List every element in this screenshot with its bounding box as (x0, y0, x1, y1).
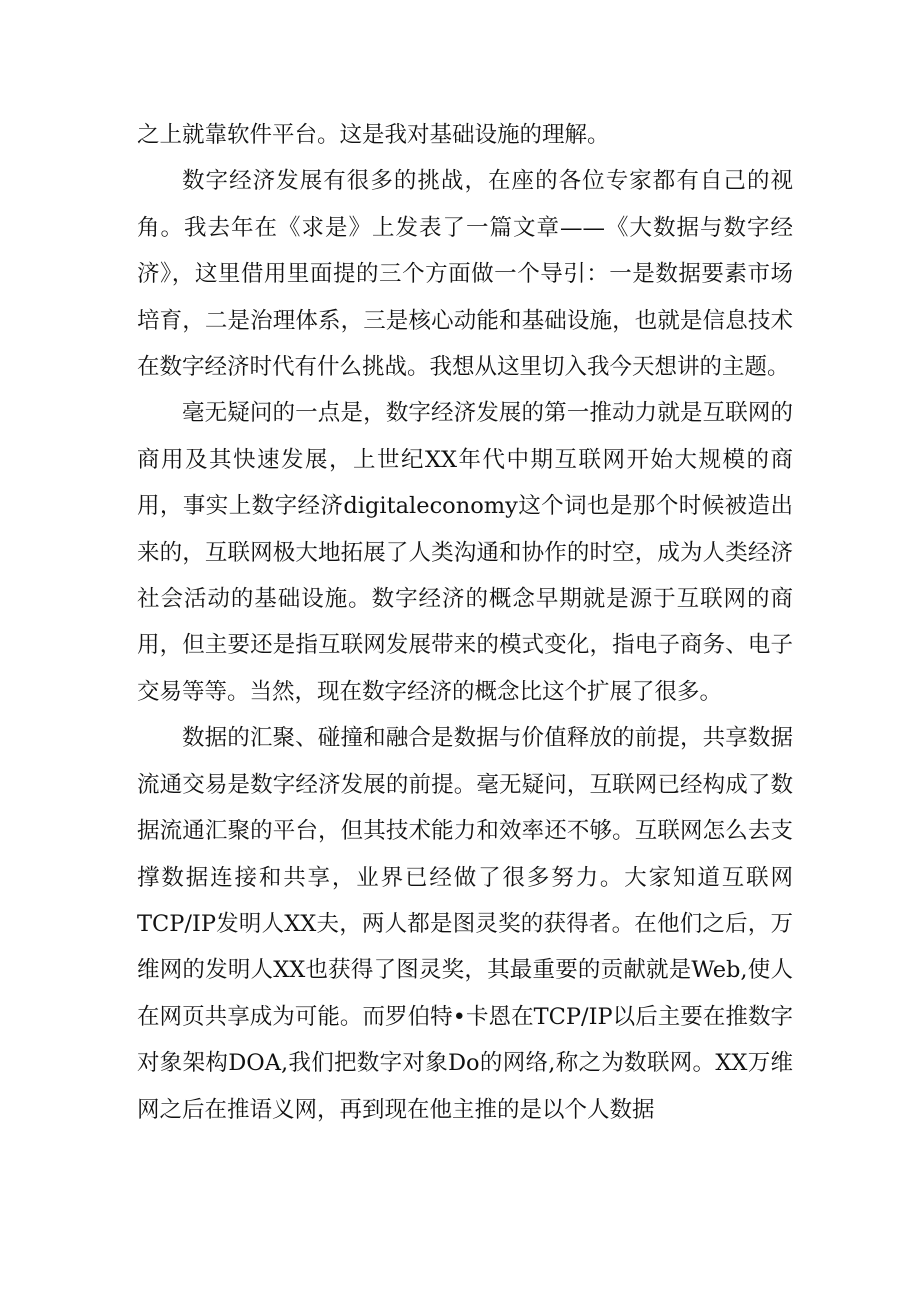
paragraph-4: 数据的汇聚、碰撞和融合是数据与价值释放的前提，共享数据流通交易是数字经济发展的前提。毫无疑问，互联网已经构成了数据流通汇聚的平台，但其技术能力和效率还不够。互联网怎么去支撑数据连接和共享，业界已经做了很多努力。大家知道互联网TCP/IP发明人XX夫，两人都是图灵奖的获得者。在他们之后，万维网的发明人XX也获得了图灵奖，其最重要的贡献就是Web,使人在网页共享成为可能。而罗伯特•卡恩在TCP/IP以后主要在推数字对象架构DOA,我们把数字对象Do的网络,称之为数联网。XX万维网之后在推语义网，再到现在他主推的是以个人数据 (137, 725, 793, 1123)
paragraph-3: 毫无疑问的一点是，数字经济发展的第一推动力就是互联网的商用及其快速发展，上世纪XX年代中期互联网开始大规模的商用，事实上数字经济digitaleconomy这个词也是那个时候被造出来的，互联网极大地拓展了人类沟通和协作的时空，成为人类经济社会活动的基础设施。数字经济的概念早期就是源于互联网的商用，但主要还是指互联网发展带来的模式变化，指电子商务、电子交易等等。当然，现在数字经济的概念比这个扩展了很多。 (137, 400, 793, 705)
document-page (137, 112, 793, 1133)
paragraph-2: 数字经济发展有很多的挑战，在座的各位专家都有自己的视角。我去年在《求是》上发表了一篇文章——《大数据与数字经济》，这里借用里面提的三个方面做一个导引：一是数据要素市场培育，二是治理体系，三是核心动能和基础设施，也就是信息技术在数字经济时代有什么挑战。我想从这里切入我今天想讲的主题。 (137, 168, 793, 381)
paragraph-1: 之上就靠软件平台。这是我对基础设施的理解。 (137, 122, 610, 148)
